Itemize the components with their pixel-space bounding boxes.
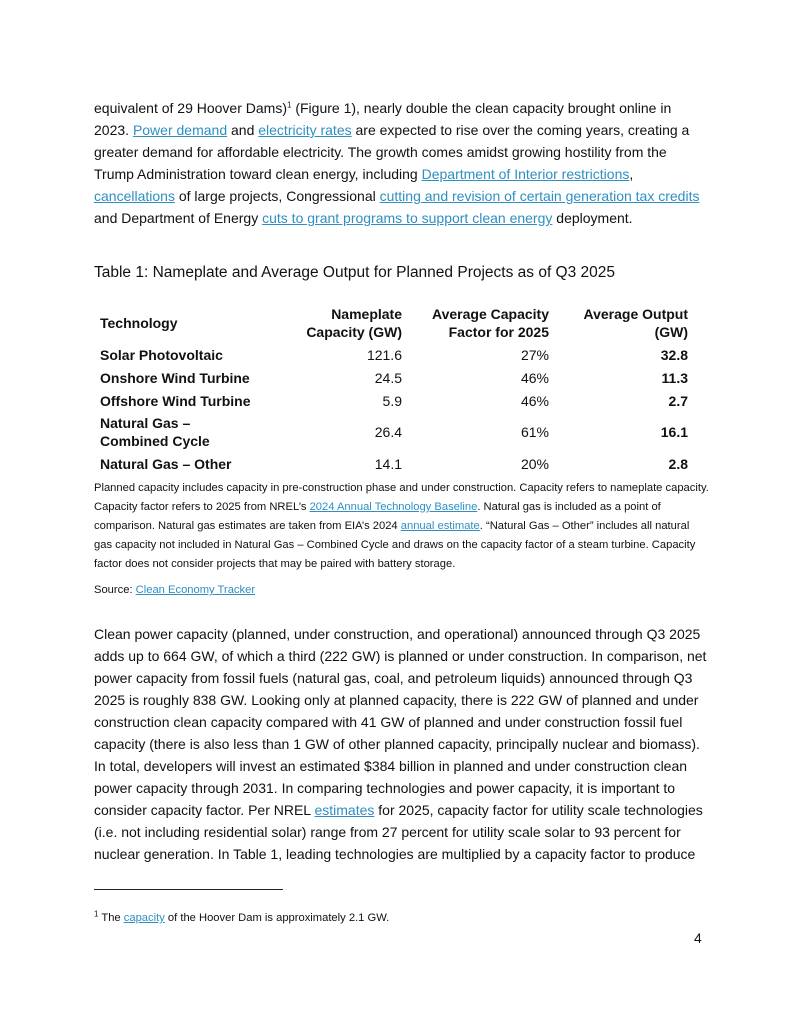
header-average-output: Average Output (GW) (583, 306, 688, 340)
footnote-ref[interactable]: 1 (287, 100, 292, 110)
cell-technology: Onshore Wind Turbine (100, 369, 250, 386)
paragraph-text: deployment. (552, 210, 633, 226)
link-electricity-rates[interactable]: electricity rates (258, 122, 352, 138)
link-tax-credits[interactable]: cutting and revision of certain generation tax credits (379, 188, 700, 204)
header-technology: Technology (100, 315, 178, 331)
link-cancellations[interactable]: cancellations (94, 188, 175, 204)
cell-output: 32.8 (660, 346, 688, 363)
table-row (94, 343, 694, 366)
note-text: . “Natural Gas – Other” includes all natural gas capacity not included in Natural Gas – Combined Cycle and draws on the capacity factor of a steam turbine. Capacity factor does not consider projects that may be paired with battery storage. (94, 520, 696, 570)
table-row (94, 412, 694, 452)
intro-paragraph (94, 97, 710, 229)
note-text: . Natural gas is included as a point of comparison. Natural gas estimates are taken from EIA’s 2024 (94, 501, 661, 532)
table-row (94, 452, 694, 475)
footnote-divider (94, 889, 283, 890)
output-table (94, 303, 694, 475)
cell-capacity: 5.9 (382, 392, 402, 409)
link-clean-economy-tracker[interactable]: Clean Economy Tracker (135, 584, 256, 596)
cell-capacity: 121.6 (366, 346, 402, 363)
paragraph-text: are expected to rise over the coming years, creating a greater demand for affordable electricity. The growth comes amidst growing hostility from the Trump Administration toward clean energy, including (94, 122, 690, 182)
cell-output: 2.7 (668, 392, 688, 409)
paragraph-text: , (629, 166, 634, 182)
footnote-text: of the Hoover Dam is approximately 2.1 GW. (164, 912, 390, 924)
page-number: 4 (694, 930, 702, 946)
paragraph-text: for 2025, capacity factor for utility scale technologies (i.e. not including residential solar) range from 27 percent for utility scale solar to 93 percent for nuclear generation. In Table 1, leading technologies are multiplied by a capacity factor to produce (94, 802, 703, 862)
cell-capacity: 14.1 (374, 455, 402, 472)
table-row (94, 366, 694, 389)
link-doi-restrictions[interactable]: Department of Interior restrictions (421, 166, 630, 182)
analysis-paragraph (94, 623, 710, 865)
link-annual-estimate[interactable]: annual estimate (400, 520, 480, 532)
table-note (94, 479, 710, 574)
cell-factor: 46% (520, 392, 549, 409)
table-source (94, 581, 710, 600)
cell-output: 16.1 (660, 424, 688, 440)
table-row (94, 389, 694, 412)
footnote-text: The (98, 912, 124, 924)
cell-technology: Offshore Wind Turbine (100, 392, 251, 409)
link-grant-cuts[interactable]: cuts to grant programs to support clean energy (262, 210, 553, 226)
paragraph-text: and Department of Energy (94, 210, 263, 226)
cell-factor: 27% (520, 346, 549, 363)
paragraph-text: (Figure 1), nearly double the clean capacity brought online in 2023. (94, 100, 672, 138)
cell-technology: Natural Gas – Other (100, 455, 232, 472)
paragraph-text: and (227, 122, 259, 138)
footnote-number: 1 (94, 909, 99, 919)
table-caption: Table 1: Nameplate and Average Output for Planned Projects as of Q3 2025 (94, 264, 616, 281)
paragraph-text: equivalent of 29 Hoover Dams) (94, 100, 287, 116)
cell-output: 11.3 (661, 369, 688, 386)
link-annual-technology-baseline[interactable]: 2024 Annual Technology Baseline (309, 501, 478, 513)
cell-technology: Natural Gas – Combined Cycle (100, 415, 210, 449)
cell-output: 2.8 (668, 455, 688, 472)
paragraph-text: of large projects, Congressional (174, 188, 380, 204)
header-capacity-factor: Average Capacity Factor for 2025 (432, 306, 549, 340)
cell-factor: 46% (520, 369, 549, 386)
cell-capacity: 26.4 (374, 424, 402, 440)
source-label: Source: (94, 584, 136, 596)
header-nameplate-capacity: Nameplate Capacity (GW) (306, 306, 402, 340)
paragraph-text: Clean power capacity (planned, under construction, and operational) announced through Q3 2025 adds up to 664 GW, of which a third (222 GW) is planned or under construction. In comparison, net power capacity from fossil fuels (natural gas, coal, and petroleum liquids) announced through Q3 2025 is roughly 838 GW. Looking only at planned capacity, there is 222 GW of planned and under construction clean capacity compared with 41 GW of planned and under construction fossil fuel capacity (there is also less than 1 GW of other planned capacity, principally nuclear and biomass). In total, developers will invest an estimated $384 billion in planned and under construction clean power capacity through 2031. In comparing technologies and power capacity, it is important to consider capacity factor. Per NREL (94, 626, 707, 818)
link-power-demand[interactable]: Power demand (132, 122, 228, 138)
link-nrel-estimates[interactable]: estimates (314, 802, 375, 818)
link-hoover-capacity[interactable]: capacity (123, 912, 165, 924)
note-text: Planned capacity includes capacity in pre-construction phase and under construction. Capacity refers to nameplate capacity. Capacity factor refers to 2025 from NREL’s (94, 482, 709, 513)
footnote (94, 909, 389, 927)
cell-capacity: 24.5 (374, 369, 402, 386)
cell-factor: 61% (520, 424, 549, 440)
table-header-row (94, 303, 694, 343)
cell-factor: 20% (520, 455, 549, 472)
cell-technology: Solar Photovoltaic (100, 346, 223, 363)
